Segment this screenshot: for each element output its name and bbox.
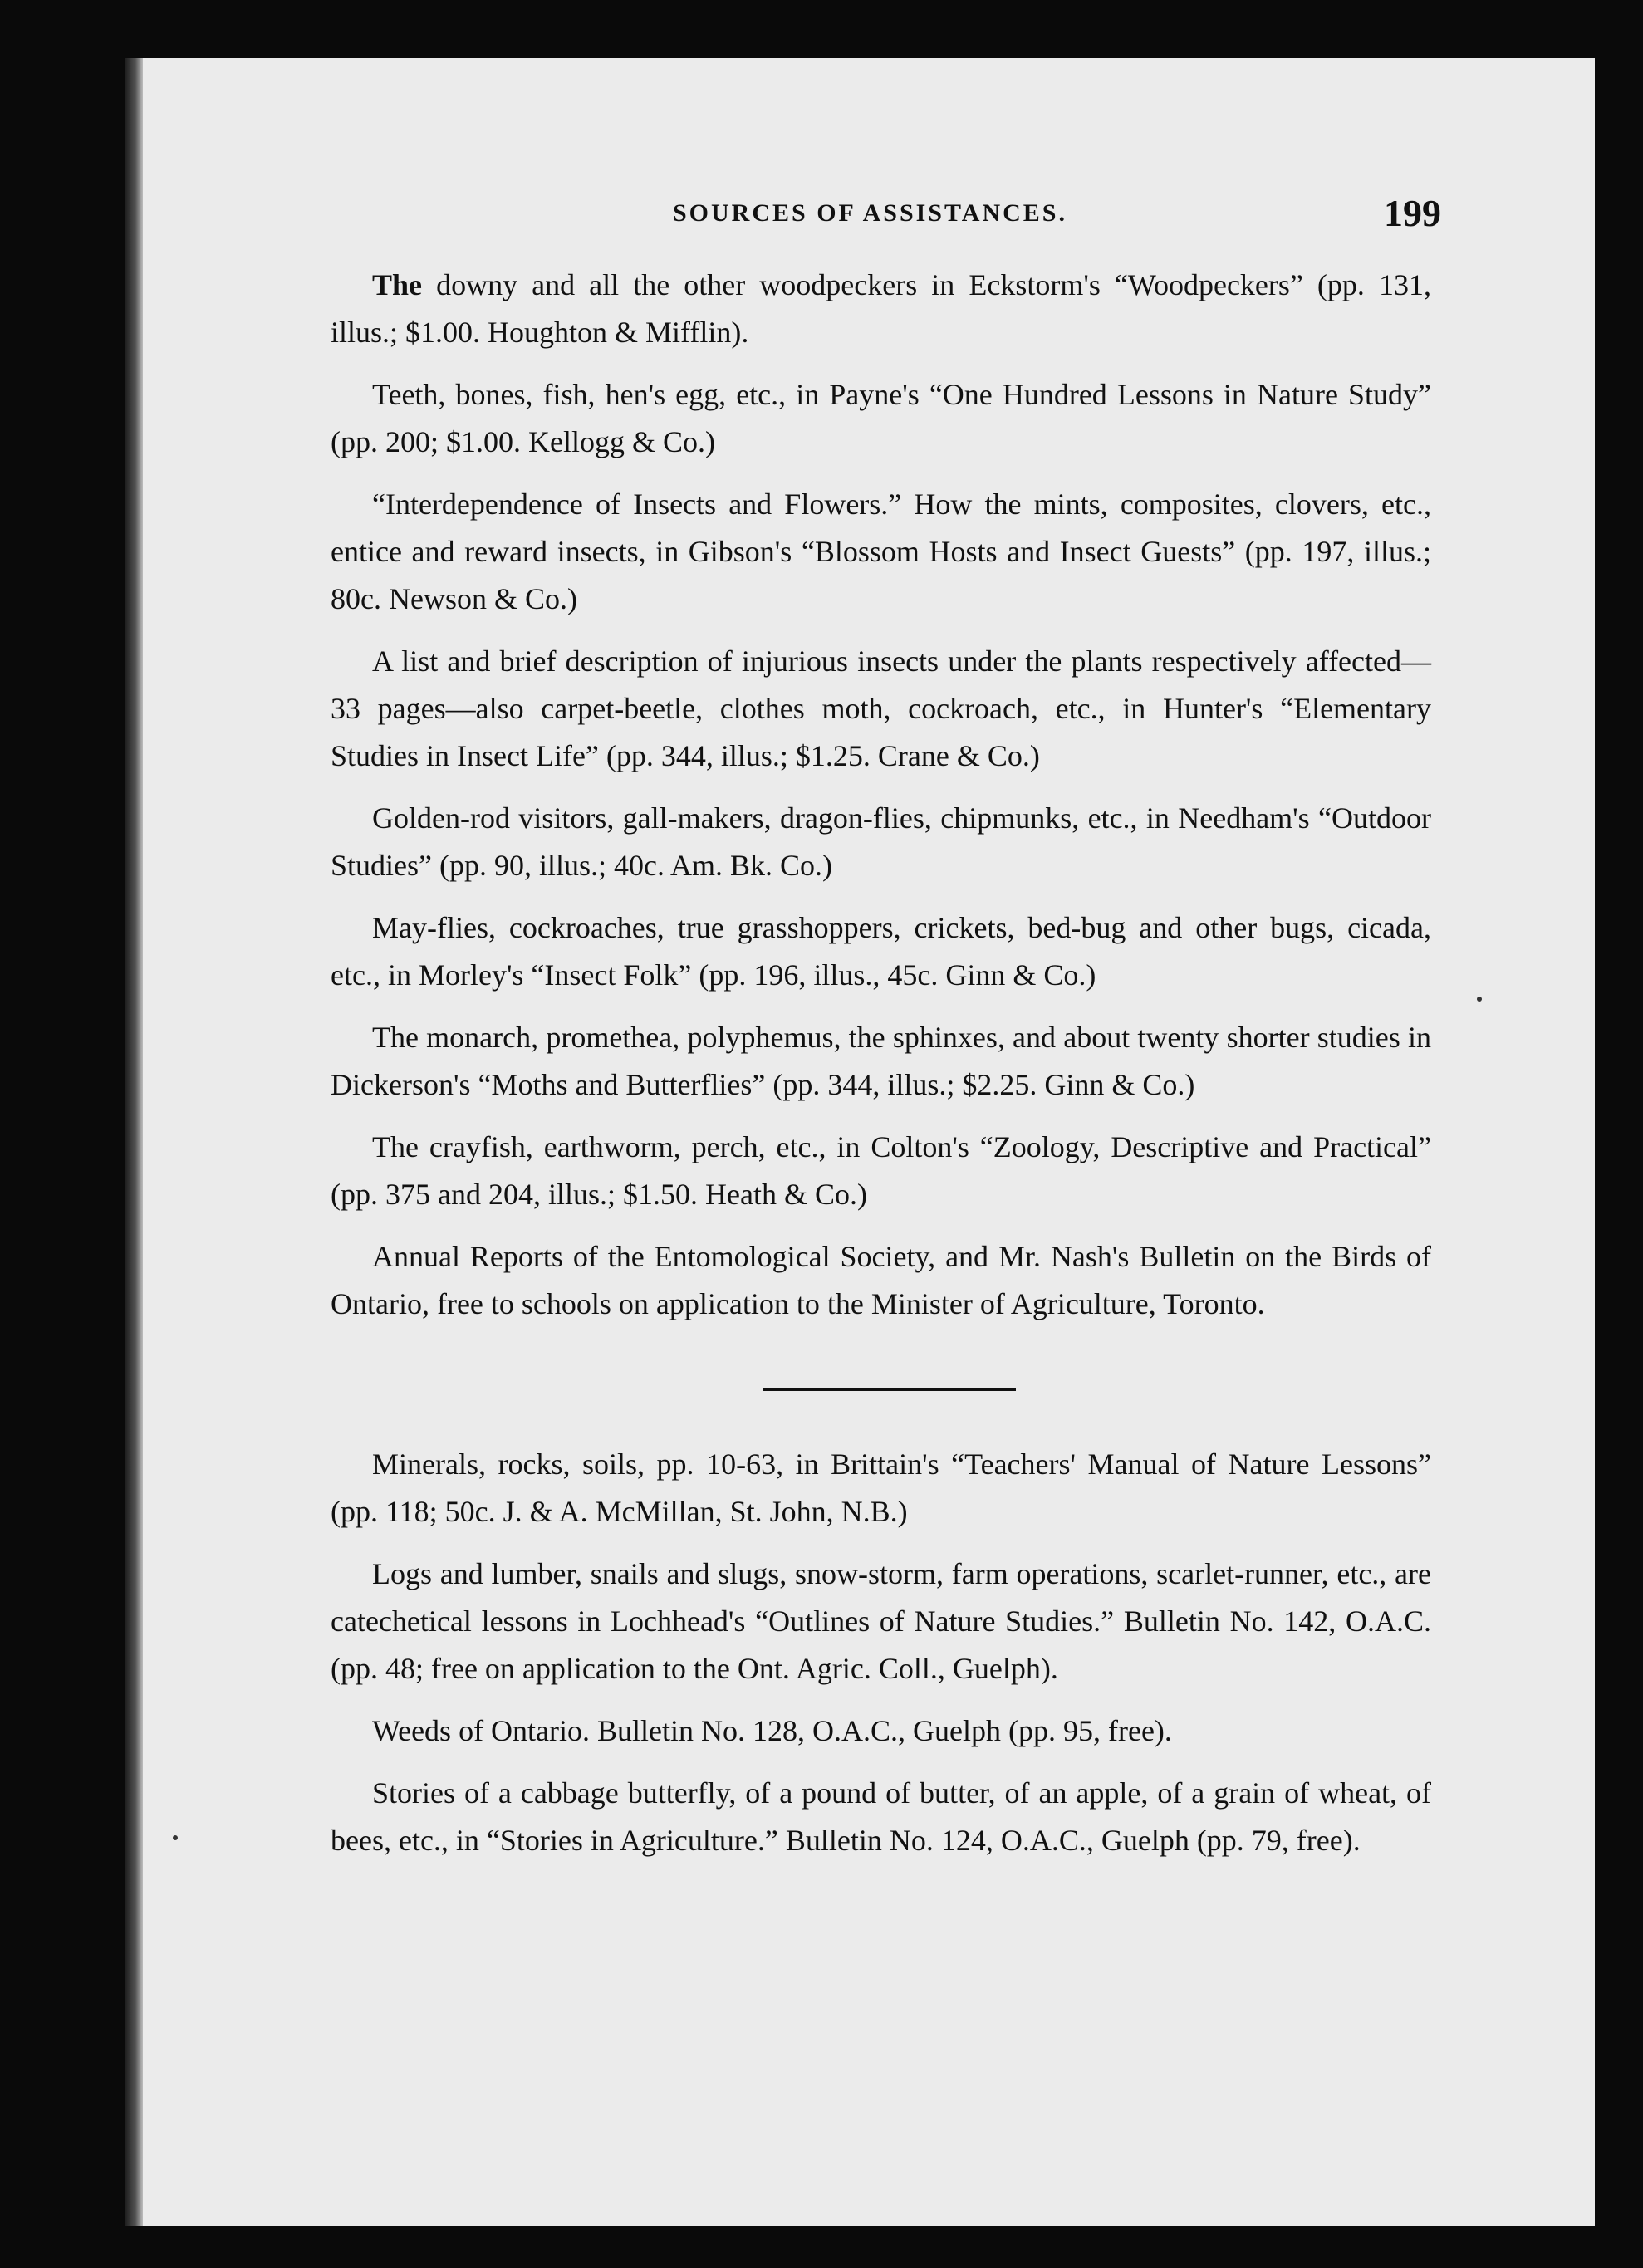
paragraph — [331, 262, 1431, 356]
paragraph-text: “Interdependence of Insects and Flowers.” How the mints, composites, clovers, etc., entice and reward insects, in Gibson's “Blossom Hosts and Insect Guests” (pp. 197, illus.; 80c. Newson & Co.) — [331, 487, 1431, 615]
section-divider-rule — [763, 1388, 1016, 1391]
paragraph-text: Logs and lumber, snails and slugs, snow-storm, farm operations, scarlet-runner, etc., are catechetical lessons in Lochhead's “Outlines of Nature Studies.” Bulletin No. 142, O.A.C. (pp. 48; free on application to the Ont. Agric. Coll., Guelph). — [331, 1557, 1431, 1685]
paragraph — [331, 371, 1431, 466]
scan-speck — [1477, 997, 1482, 1002]
paragraph — [331, 638, 1431, 780]
paragraph-text: Minerals, rocks, soils, pp. 10-63, in Brittain's “Teachers' Manual of Nature Lessons” (pp. 118; 50c. J. & A. McMillan, St. John, N.B.) — [331, 1448, 1431, 1528]
paragraph-text: Golden-rod visitors, gall-makers, dragon-flies, chipmunks, etc., in Needham's “Outdoor Studies” (pp. 90, illus.; 40c. Am. Bk. Co.) — [331, 801, 1431, 882]
paragraph-text: A list and brief description of injurious insects under the plants respectively affected—33 pages—also carpet-beetle, clothes moth, cockroach, etc., in Hunter's “Elementary Studies in Insect Life” (pp. 344, illus.; $1.25. Crane & Co.) — [331, 644, 1431, 772]
paragraph — [331, 1707, 1431, 1755]
page-body — [331, 262, 1431, 1879]
paragraph — [331, 795, 1431, 889]
page-number: 199 — [1384, 192, 1441, 234]
paragraph-text: Teeth, bones, fish, hen's egg, etc., in Payne's “One Hundred Lessons in Nature Study” (pp. 200; $1.00. Kellogg & Co.) — [331, 378, 1431, 458]
running-head: SOURCES OF ASSISTANCES. — [673, 199, 1067, 227]
scan-speck — [173, 1835, 178, 1840]
paragraph-text: Stories of a cabbage butterfly, of a pound of butter, of an apple, of a grain of wheat, of bees, etc., in “Stories in Agriculture.” Bulletin No. 124, O.A.C., Guelph (pp. 79, free). — [331, 1776, 1431, 1857]
paragraph-text: Weeds of Ontario. Bulletin No. 128, O.A.C., Guelph (pp. 95, free). — [372, 1714, 1172, 1747]
paragraph-text: downy and all the other woodpeckers in Eckstorm's “Woodpeckers” (pp. 131, illus.; $1.00. Houghton & Mifflin). — [331, 268, 1431, 349]
paragraph-lead-word: The — [372, 268, 423, 301]
paragraph — [331, 1441, 1431, 1536]
page-header — [673, 191, 1441, 241]
paragraph-text: The monarch, promethea, polyphemus, the sphinxes, and about twenty shorter studies in Dickerson's “Moths and Butterflies” (pp. 344, illus.; $2.25. Ginn & Co.) — [331, 1021, 1431, 1101]
paragraph-text: The crayfish, earthworm, perch, etc., in Colton's “Zoology, Descriptive and Practical” (pp. 375 and 204, illus.; $1.50. Heath & Co.) — [331, 1130, 1431, 1211]
paragraph — [331, 1014, 1431, 1109]
paragraph — [331, 1770, 1431, 1864]
paragraph — [331, 1233, 1431, 1328]
paragraph — [331, 904, 1431, 999]
paragraph — [331, 1124, 1431, 1218]
paragraph — [331, 481, 1431, 623]
paragraph — [331, 1550, 1431, 1692]
paragraph-text: Annual Reports of the Entomological Society, and Mr. Nash's Bulletin on the Birds of Ontario, free to schools on application to the Minister of Agriculture, Toronto. — [331, 1240, 1431, 1320]
paragraph-text: May-flies, cockroaches, true grasshoppers, crickets, bed-bug and other bugs, cicada, etc., in Morley's “Insect Folk” (pp. 196, illus., 45c. Ginn & Co.) — [331, 911, 1431, 992]
page-gutter-shadow — [125, 58, 143, 2226]
